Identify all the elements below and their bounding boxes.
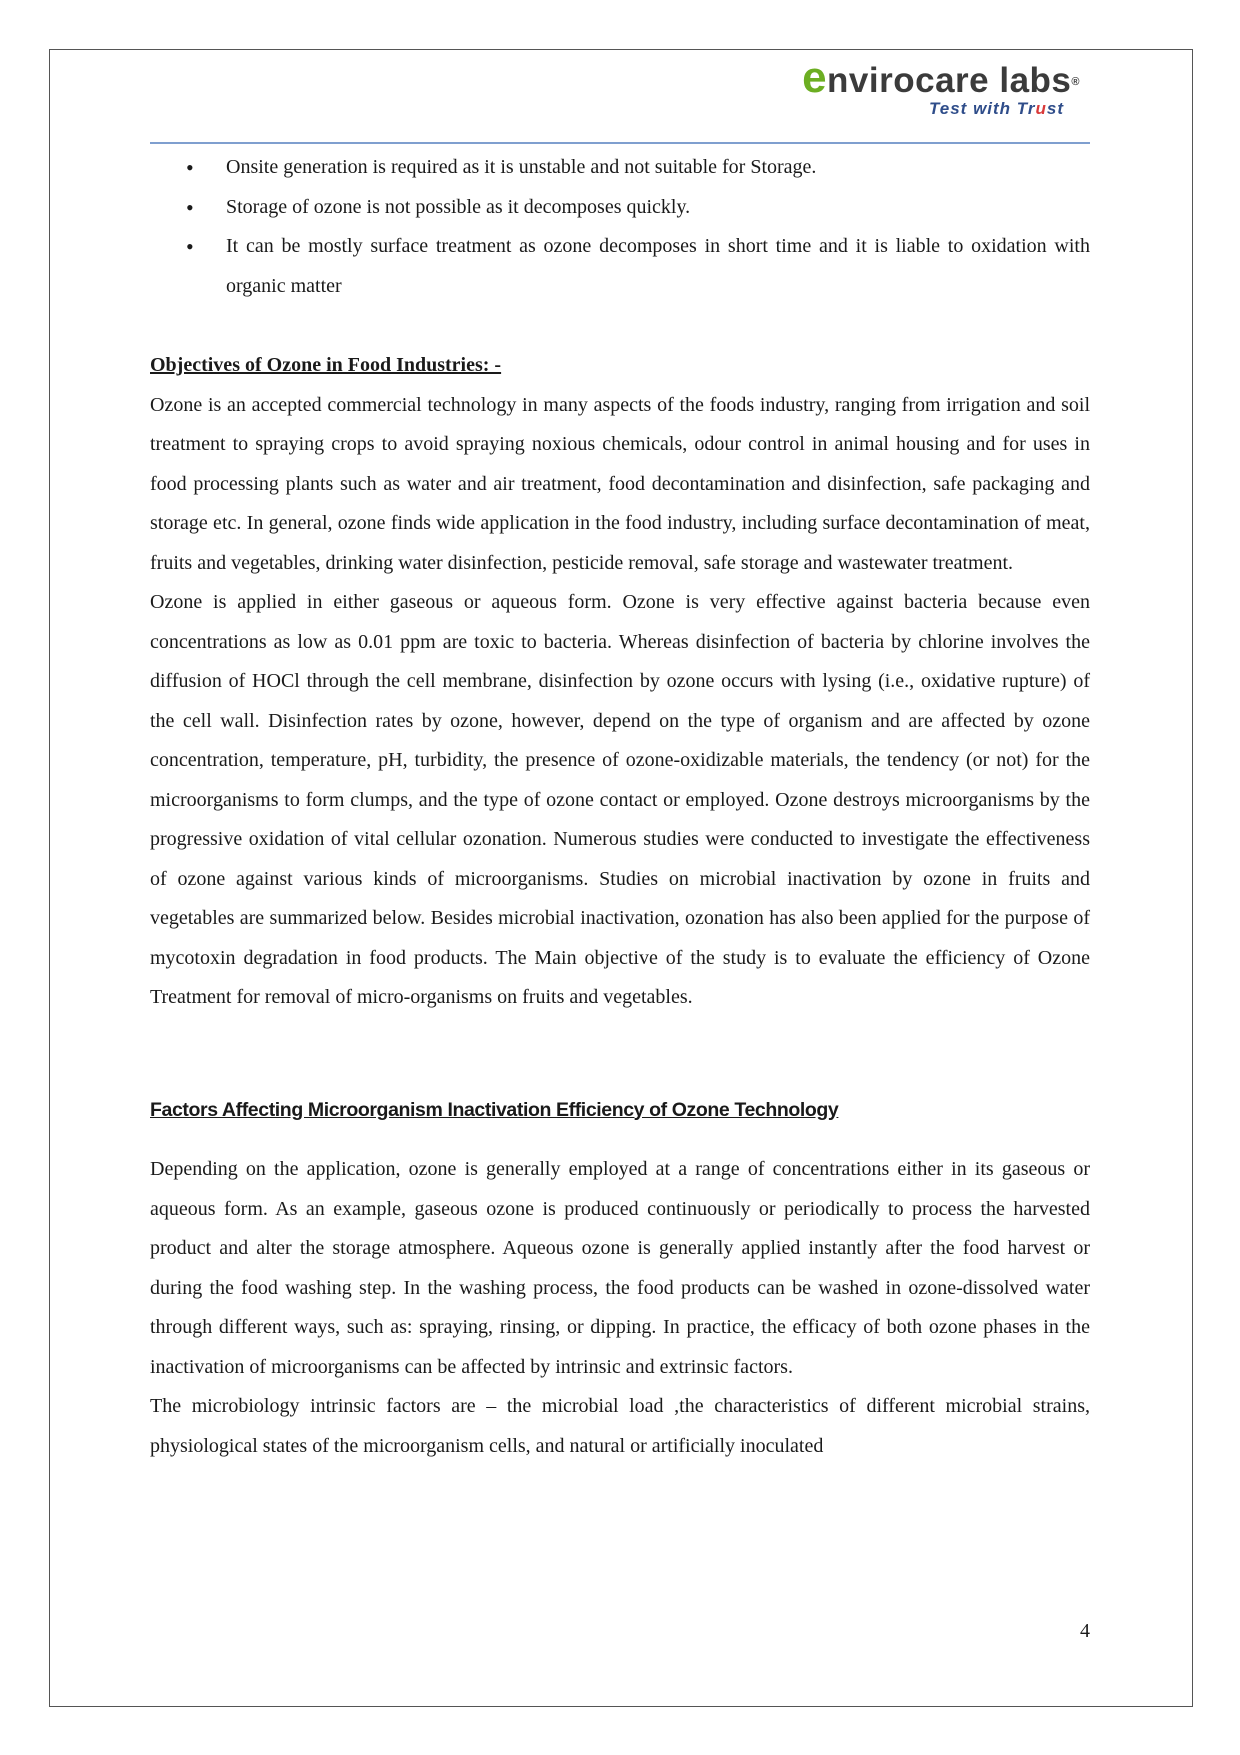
logo-tagline [802, 99, 1064, 119]
tagline-highlight: u [1035, 99, 1047, 118]
bullet-item: • It can be mostly surface treatment as ozone decomposes in short time and it is liable to oxidation with organic matter [150, 227, 1090, 306]
registered-mark: ® [1071, 76, 1080, 88]
tagline-part2: st [1046, 99, 1064, 118]
section-heading-objectives: Objectives of Ozone in Food Industries: - [150, 354, 502, 376]
header-divider [150, 142, 1090, 144]
section-heading-factors: Factors Affecting Microorganism Inactivation Efficiency of Ozone Technology [150, 1098, 839, 1121]
tagline-part1: Test with Tr [929, 99, 1036, 118]
document-body [150, 148, 1090, 1466]
paragraph: Depending on the application, ozone is generally employed at a range of concentrations either in its gaseous or aqueous form. As an example, gaseous ozone is produced continuously or periodically to process the harvested product and alter the storage atmosphere. Aqueous ozone is generally applied instantly after the food harvest or during the food washing step. In the washing process, the food products can be washed in ozone-dissolved water through different ways, such as: spraying, rinsing, or dipping. In practice, the efficacy of both ozone phases in the inactivation of microorganisms can be affected by intrinsic and extrinsic factors. [150, 1158, 1090, 1378]
bullet-item: • Storage of ozone is not possible as it decomposes quickly. [150, 188, 1090, 228]
paragraph: The microbiology intrinsic factors are – the microbial load ,the characteristics of different microbial strains, physiological states of the microorganism cells, and natural or artificially inoculated [150, 1395, 1090, 1457]
logo-first-letter: e [802, 53, 828, 102]
company-logo [802, 53, 1080, 119]
paragraph: Ozone is an accepted commercial technology in many aspects of the foods industry, ranging from irrigation and soil treatment to spraying crops to avoid spraying noxious chemicals, odour control in animal housing and for uses in food processing plants such as water and air treatment, food decontamination and disinfection, safe packaging and storage etc. In general, ozone finds wide application in the food industry, including surface decontamination of meat, fruits and vegetables, drinking water disinfection, pesticide removal, safe storage and wastewater treatment. [150, 393, 1090, 574]
logo-rest: nvirocare labs [827, 61, 1072, 100]
bullet-item: • Onsite generation is required as it is unstable and not suitable for Storage. [150, 148, 1090, 188]
bullet-list [150, 148, 1090, 306]
page-number: 4 [1080, 1620, 1090, 1642]
logo-wordmark [802, 53, 1080, 102]
paragraph: Ozone is applied in either gaseous or aqueous form. Ozone is very effective against bacteria because even concentrations as low as 0.01 ppm are toxic to bacteria. Whereas disinfection of bacteria by chlorine involves the diffusion of HOCl through the cell membrane, disinfection by ozone occurs with lysing (i.e., oxidative rupture) of the cell wall. Disinfection rates by ozone, however, depend on the type of organism and are affected by ozone concentration, temperature, pH, turbidity, the presence of ozone-oxidizable materials, the tendency (or not) for the microorganisms to form clumps, and the type of ozone contact or employed. Ozone destroys microorganisms by the progressive oxidation of vital cellular ozonation. Numerous studies were conducted to investigate the effectiveness of ozone against various kinds of microorganisms. Studies on microbial inactivation by ozone in fruits and vegetables are summarized below. Besides microbial inactivation, ozonation has also been applied for the purpose of mycotoxin degradation in food products. The Main objective of the study is to evaluate the efficiency of Ozone Treatment for removal of micro-organisms on fruits and vegetables. [150, 591, 1090, 1008]
